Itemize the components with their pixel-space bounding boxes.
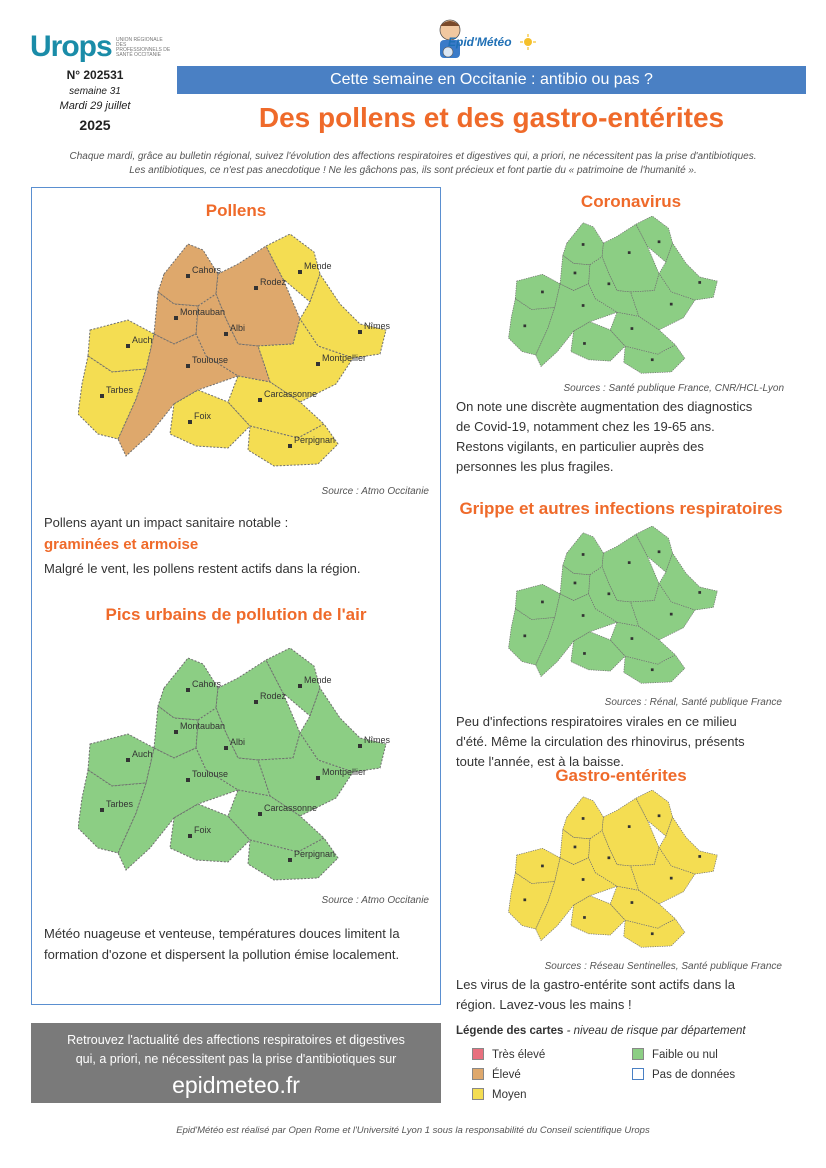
legend-item-eleve <box>472 1068 521 1081</box>
gastro-city-marker <box>651 932 654 935</box>
pollution-source: Source : Atmo Occitanie <box>321 895 429 906</box>
pollens-city-marker <box>186 274 190 278</box>
coronavirus-text-1: On note une discrète augmentation des diagnostics <box>456 399 753 414</box>
epidmeteo-link[interactable]: epidmeteo.fr <box>172 1072 300 1098</box>
pollution-city-label: Tarbes <box>106 799 134 809</box>
pollens-city-marker <box>298 270 302 274</box>
pollens-city-marker <box>316 362 320 366</box>
urops-logo: Urops <box>30 30 112 63</box>
pollens-city-marker <box>358 330 362 334</box>
gastro-city-marker <box>670 877 673 880</box>
legend-label-moyen: Moyen <box>492 1089 527 1101</box>
coronavirus-map <box>508 216 726 376</box>
corona-city-marker <box>658 240 661 243</box>
grippe-city-marker <box>523 634 526 637</box>
gastro-city-marker <box>658 814 661 817</box>
pollution-text-2: formation d'ozone et dispersent la pollution émise localement. <box>44 947 400 962</box>
pollution-city-label: Albi <box>230 737 246 747</box>
pollens-city-label: Toulouse <box>192 355 229 365</box>
corona-city-marker <box>628 251 631 254</box>
grippe-city-marker <box>582 614 585 617</box>
grippe-text-3: toute l'année, est à la baisse. <box>456 754 624 769</box>
intro-line-1: Chaque mardi, grâce au bulletin régional, suivez l'évolution des affections respiratoires et digestives qui, a priori, ne nécessitent pas la prise d'antibiotiques. <box>69 151 757 162</box>
issue-date: Mardi 29 juillet <box>59 100 131 112</box>
legend-label-eleve: Élevé <box>492 1069 521 1081</box>
pollens-source: Source : Atmo Occitanie <box>321 486 429 497</box>
corona-city-marker <box>574 272 577 275</box>
legend-item-tres-eleve <box>472 1048 545 1061</box>
gastro-map <box>508 790 726 950</box>
issue-week: semaine 31 <box>69 86 121 97</box>
pollens-city-label: Tarbes <box>106 385 134 395</box>
pollution-city-label: Montauban <box>180 721 226 731</box>
pollens-city-label: Cahors <box>192 265 222 275</box>
pollens-city-label: Nîmes <box>364 321 391 331</box>
gastro-title: Gastro-entérites <box>555 766 687 785</box>
pollution-city-marker <box>224 746 228 750</box>
pollution-city-marker <box>358 744 362 748</box>
coronavirus-title: Coronavirus <box>580 192 682 211</box>
gastro-city-marker <box>523 898 526 901</box>
grippe-map <box>508 526 726 686</box>
legend-swatch-no-data <box>632 1068 644 1080</box>
coronavirus-source: Sources : Santé publique France, CNR/HCL-Lyon <box>563 383 784 394</box>
corona-city-marker <box>582 243 585 246</box>
pollution-city-marker <box>100 808 104 812</box>
coronavirus-text-3: Restons vigilants, en particulier auprès des <box>456 439 704 454</box>
pollens-city-marker <box>258 398 262 402</box>
footer-credit: Epid'Météo est réalisé par Open Rome et l'Université Lyon 1 sous la responsabilité du Conseil scientifique Urops <box>176 1125 650 1136</box>
pollution-city-marker <box>288 858 292 862</box>
pollution-city-label: Mende <box>304 675 332 685</box>
pollens-city-label: Albi <box>230 323 246 333</box>
pollens-city-marker <box>288 444 292 448</box>
pollution-city-marker <box>186 688 190 692</box>
pollution-city-label: Cahors <box>192 679 222 689</box>
gastro-city-marker <box>582 878 585 881</box>
legend-swatch-moyen <box>472 1088 484 1100</box>
corona-city-marker <box>670 303 673 306</box>
pollution-city-marker <box>174 730 178 734</box>
gastro-city-marker <box>583 916 586 919</box>
gastro-city-marker <box>541 865 544 868</box>
region-banner: Cette semaine en Occitanie : antibio ou pas ? <box>177 66 806 94</box>
pollution-city-marker <box>188 834 192 838</box>
pollens-city-marker <box>254 286 258 290</box>
legend-swatch-tres-eleve <box>472 1048 484 1060</box>
pollens-city-marker <box>126 344 130 348</box>
pollution-city-label: Rodez <box>260 691 287 701</box>
grippe-city-marker <box>583 652 586 655</box>
grippe-city-marker <box>631 637 634 640</box>
pollution-city-marker <box>258 812 262 816</box>
pollens-city-label: Perpignan <box>294 435 336 445</box>
gastro-city-marker <box>628 825 631 828</box>
pollution-city-marker <box>316 776 320 780</box>
pollens-city-label: Mende <box>304 261 332 271</box>
pollens-map <box>78 234 398 470</box>
pollens-highlight: graminées et armoise <box>44 536 199 553</box>
corona-city-marker <box>541 291 544 294</box>
legend-label-tres-eleve: Très élevé <box>492 1049 546 1061</box>
corona-city-marker <box>631 327 634 330</box>
pollution-city-label: Montpellier <box>322 767 367 777</box>
pollution-city-label: Perpignan <box>294 849 336 859</box>
pollens-city-marker <box>188 420 192 424</box>
corona-city-marker <box>698 281 701 284</box>
legend-title-main: Légende des cartes <box>456 1025 564 1037</box>
legend-label-faible: Faible ou nul <box>652 1049 718 1061</box>
promo-text-1: Retrouvez l'actualité des affections respiratoires et digestives <box>67 1033 405 1047</box>
pollution-title: Pics urbains de pollution de l'air <box>105 605 367 624</box>
legend-subtitle: - niveau de risque par département <box>563 1025 746 1037</box>
gastro-city-marker <box>608 856 611 859</box>
legend-title <box>456 1025 746 1037</box>
pollens-title: Pollens <box>205 201 267 220</box>
promo-text-2: qui, a priori, ne nécessitent pas la prise d'antibiotiques sur <box>75 1052 397 1066</box>
grippe-city-marker <box>698 591 701 594</box>
epidmeteo-logo-text: Epid'Météo <box>448 35 512 49</box>
promo-box <box>31 1023 441 1103</box>
intro-line-2: Les antibiotiques, ce n'est pas anecdotique ! Ne les gâchons pas, ils sont précieux et font partie du « patrimoine de l'humanité ». <box>129 165 697 176</box>
pollens-city-label: Auch <box>132 335 153 345</box>
legend-item-no-data <box>632 1068 735 1081</box>
legend-item-faible <box>632 1048 718 1061</box>
page-title: Des pollens et des gastro-entérites <box>258 102 725 133</box>
pollens-city-marker <box>100 394 104 398</box>
grippe-city-marker <box>574 582 577 585</box>
gastro-text-2: région. Lavez-vous les mains ! <box>456 997 632 1012</box>
legend-item-moyen <box>472 1088 527 1101</box>
pollution-city-label: Carcassonne <box>264 803 318 813</box>
grippe-city-marker <box>658 550 661 553</box>
pollens-city-label: Foix <box>194 411 212 421</box>
corona-city-marker <box>583 342 586 345</box>
pollution-city-label: Foix <box>194 825 212 835</box>
grippe-text-2: d'été. Même la circulation des rhinovirus, présents <box>456 734 745 749</box>
grippe-source: Sources : Rénal, Santé publique France <box>604 697 782 708</box>
pollution-city-marker <box>186 778 190 782</box>
coronavirus-text-2: de Covid-19, notamment chez les 19-65 ans. <box>456 419 715 434</box>
gastro-source: Sources : Réseau Sentinelles, Santé publique France <box>544 961 782 972</box>
coronavirus-text-4: personnes les plus fragiles. <box>456 459 614 474</box>
gastro-city-marker <box>582 817 585 820</box>
pollens-text-1: Pollens ayant un impact sanitaire notable : <box>44 515 289 530</box>
grippe-title: Grippe et autres infections respiratoires <box>459 499 783 518</box>
corona-city-marker <box>582 304 585 307</box>
pollution-city-marker <box>254 700 258 704</box>
legend-label-no-data: Pas de données <box>652 1069 736 1081</box>
grippe-city-marker <box>651 668 654 671</box>
pollution-map <box>78 648 398 884</box>
grippe-city-marker <box>608 592 611 595</box>
legend-swatch-faible <box>632 1048 644 1060</box>
grippe-city-marker <box>628 561 631 564</box>
grippe-city-marker <box>582 553 585 556</box>
pollens-city-label: Rodez <box>260 277 287 287</box>
pollution-city-label: Nîmes <box>364 735 391 745</box>
grippe-text-1: Peu d'infections respiratoires virales en ce milieu <box>456 714 737 729</box>
corona-city-marker <box>523 324 526 327</box>
gastro-city-marker <box>698 855 701 858</box>
corona-city-marker <box>608 282 611 285</box>
pollution-city-marker <box>298 684 302 688</box>
legend-swatch-eleve <box>472 1068 484 1080</box>
gastro-city-marker <box>574 846 577 849</box>
pollens-city-marker <box>174 316 178 320</box>
pollens-city-label: Montauban <box>180 307 226 317</box>
pollens-city-marker <box>224 332 228 336</box>
pollens-city-marker <box>186 364 190 368</box>
issue-number: N° 202531 <box>66 68 124 82</box>
gastro-city-marker <box>631 901 634 904</box>
grippe-city-marker <box>541 601 544 604</box>
issue-year: 2025 <box>79 117 111 133</box>
pollution-city-marker <box>126 758 130 762</box>
grippe-city-marker <box>670 613 673 616</box>
pollens-city-label: Carcassonne <box>264 389 318 399</box>
pollution-city-label: Auch <box>132 749 153 759</box>
pollution-text-1: Météo nuageuse et venteuse, températures douces limitent la <box>44 926 400 941</box>
urops-logo-subtitle: UNION RÉGIONALE DES PROFESSIONNELS DE SANTÉ OCCITANIE <box>116 37 171 58</box>
pollens-text-2: Malgré le vent, les pollens restent actifs dans la région. <box>44 561 361 576</box>
pollution-city-label: Toulouse <box>192 769 229 779</box>
gastro-text-1: Les virus de la gastro-entérite sont actifs dans la <box>456 977 735 992</box>
corona-city-marker <box>651 358 654 361</box>
pollens-city-label: Montpellier <box>322 353 367 363</box>
